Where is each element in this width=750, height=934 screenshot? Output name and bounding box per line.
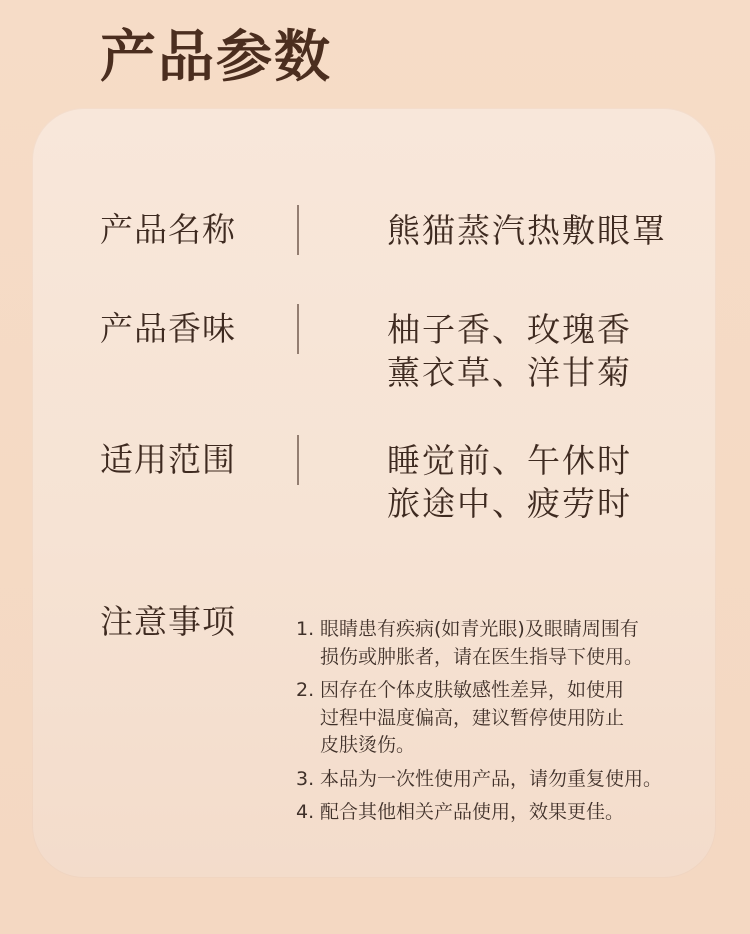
usage-scope-divider <box>297 435 299 485</box>
note-line-1-2: 损伤或肿胀者，请在医生指导下使用。 <box>320 645 644 668</box>
product-name-label: 产品名称 <box>100 210 236 249</box>
product-scent-divider <box>297 304 299 354</box>
note-line-1-1: 眼睛患有疾病(如青光眼)及眼睛周围有 <box>320 618 639 640</box>
note-item-4 <box>296 799 686 827</box>
note-line-3-1: 本品为一次性使用产品，请勿重复使用。 <box>320 767 663 790</box>
note-line-2-1: 因存在个体皮肤敏感性差异，如使用 <box>320 679 625 702</box>
product-scent-value-line-2: 薰衣草、洋甘菊 <box>387 352 632 392</box>
note-item-1 <box>296 616 686 671</box>
usage-scope-value-line-1: 睡觉前、午休时 <box>387 441 632 480</box>
note-index-4: 4. <box>296 801 315 824</box>
note-line-2-3: 皮肤烫伤。 <box>320 734 416 757</box>
note-line-4-1: 配合其他相关产品使用，效果更佳。 <box>320 801 625 824</box>
product-scent-label: 产品香味 <box>100 309 236 348</box>
note-index-3: 3. <box>296 767 315 790</box>
product-name-value-line: 熊猫蒸汽热敷眼罩 <box>387 211 667 250</box>
usage-scope-label: 适用范围 <box>100 440 236 479</box>
notes-list <box>296 616 686 833</box>
product-name-value <box>387 210 667 253</box>
product-name-divider <box>297 205 299 255</box>
note-item-2 <box>296 677 686 760</box>
page-title: 产品参数 <box>100 25 332 90</box>
notes-label: 注意事项 <box>100 602 236 641</box>
note-index-2: 2. <box>296 679 315 702</box>
note-index-1: 1. <box>296 618 315 640</box>
usage-scope-value <box>387 440 632 526</box>
note-line-2-2: 过程中温度偏高，建议暂停使用防止 <box>320 706 625 729</box>
product-scent-value <box>387 309 632 395</box>
usage-scope-value-line-2: 旅途中、疲劳时 <box>387 483 632 523</box>
note-item-3 <box>296 766 686 794</box>
product-scent-value-line-1: 柚子香、玫瑰香 <box>387 310 632 349</box>
